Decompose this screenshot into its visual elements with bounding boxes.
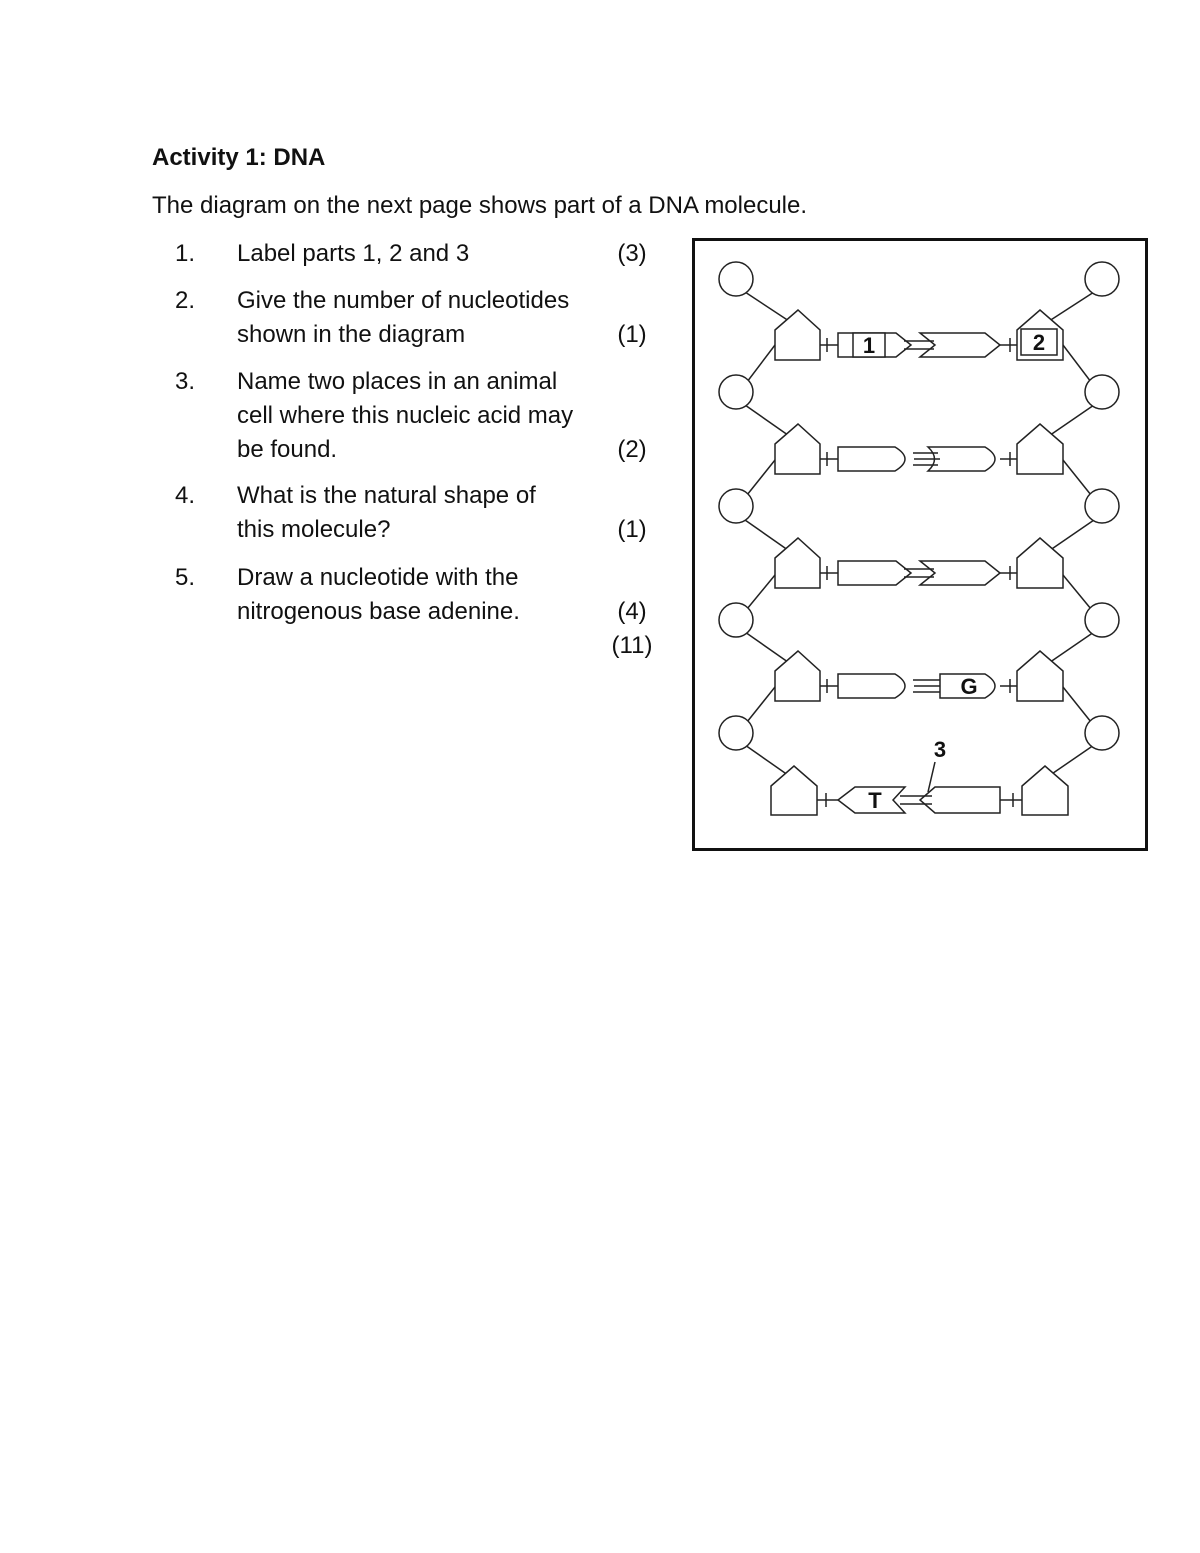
phosphate-circle	[719, 375, 753, 409]
activity-title: Activity 1: DNA	[152, 144, 326, 171]
question-mark: (1)	[617, 516, 647, 543]
right-backbone	[1043, 292, 1094, 780]
phosphate-circle	[719, 262, 753, 296]
question-number: 2.	[175, 287, 196, 314]
phosphate-circle	[719, 489, 753, 523]
intro-text: The diagram on the next page shows part of a DNA molecule.	[152, 192, 808, 219]
label-2: 2	[1032, 330, 1046, 355]
question-mark: (3)	[617, 240, 647, 267]
phosphate-circle	[1085, 489, 1119, 523]
question-number: 3.	[175, 368, 196, 395]
question-number: 4.	[175, 482, 196, 509]
sugar-pentagon	[775, 310, 820, 360]
question-text: Draw a nucleotide with the nitrogenous base adenine.	[237, 564, 520, 625]
phosphate-circle	[719, 603, 753, 637]
question-mark: (2)	[617, 436, 647, 463]
question-mark: (4)	[617, 598, 647, 625]
question-text: Name two places in an animal cell where this nucleic acid may be found.	[237, 368, 574, 463]
phosphate-circle	[1085, 603, 1119, 637]
base-3-left	[838, 561, 911, 585]
sugar-pentagon	[1022, 766, 1068, 815]
base-G-label: G	[960, 674, 978, 699]
phosphate-circle	[1085, 262, 1119, 296]
base-5-right	[920, 787, 1000, 813]
question-text: Label parts 1, 2 and 3	[237, 240, 470, 267]
question-text: What is the natural shape of this molecule?	[237, 482, 536, 543]
question-mark: (1)	[617, 321, 647, 348]
right-sugars	[1017, 310, 1068, 815]
phosphate-circle	[1085, 716, 1119, 750]
phosphate-circle	[1085, 375, 1119, 409]
sugar-pentagon	[771, 766, 817, 815]
base-T-label: T	[868, 788, 882, 813]
base-pair-3	[838, 561, 1000, 585]
base-pair-2	[838, 447, 995, 471]
label-3: 3	[933, 737, 947, 762]
left-backbone	[745, 292, 795, 780]
question-number: 5.	[175, 564, 196, 591]
left-sugars	[771, 310, 820, 815]
base-pair-5	[838, 787, 1000, 813]
base-1-right	[920, 333, 1000, 357]
question-number: 1.	[175, 240, 196, 267]
base-3-right	[920, 561, 1000, 585]
label-1: 1	[862, 333, 876, 358]
base-4-left	[838, 674, 905, 698]
question-text: Give the number of nucleotides shown in the diagram	[237, 287, 570, 348]
base-2-left	[838, 447, 905, 471]
total-mark: (11)	[611, 632, 653, 659]
phosphate-circle	[719, 716, 753, 750]
